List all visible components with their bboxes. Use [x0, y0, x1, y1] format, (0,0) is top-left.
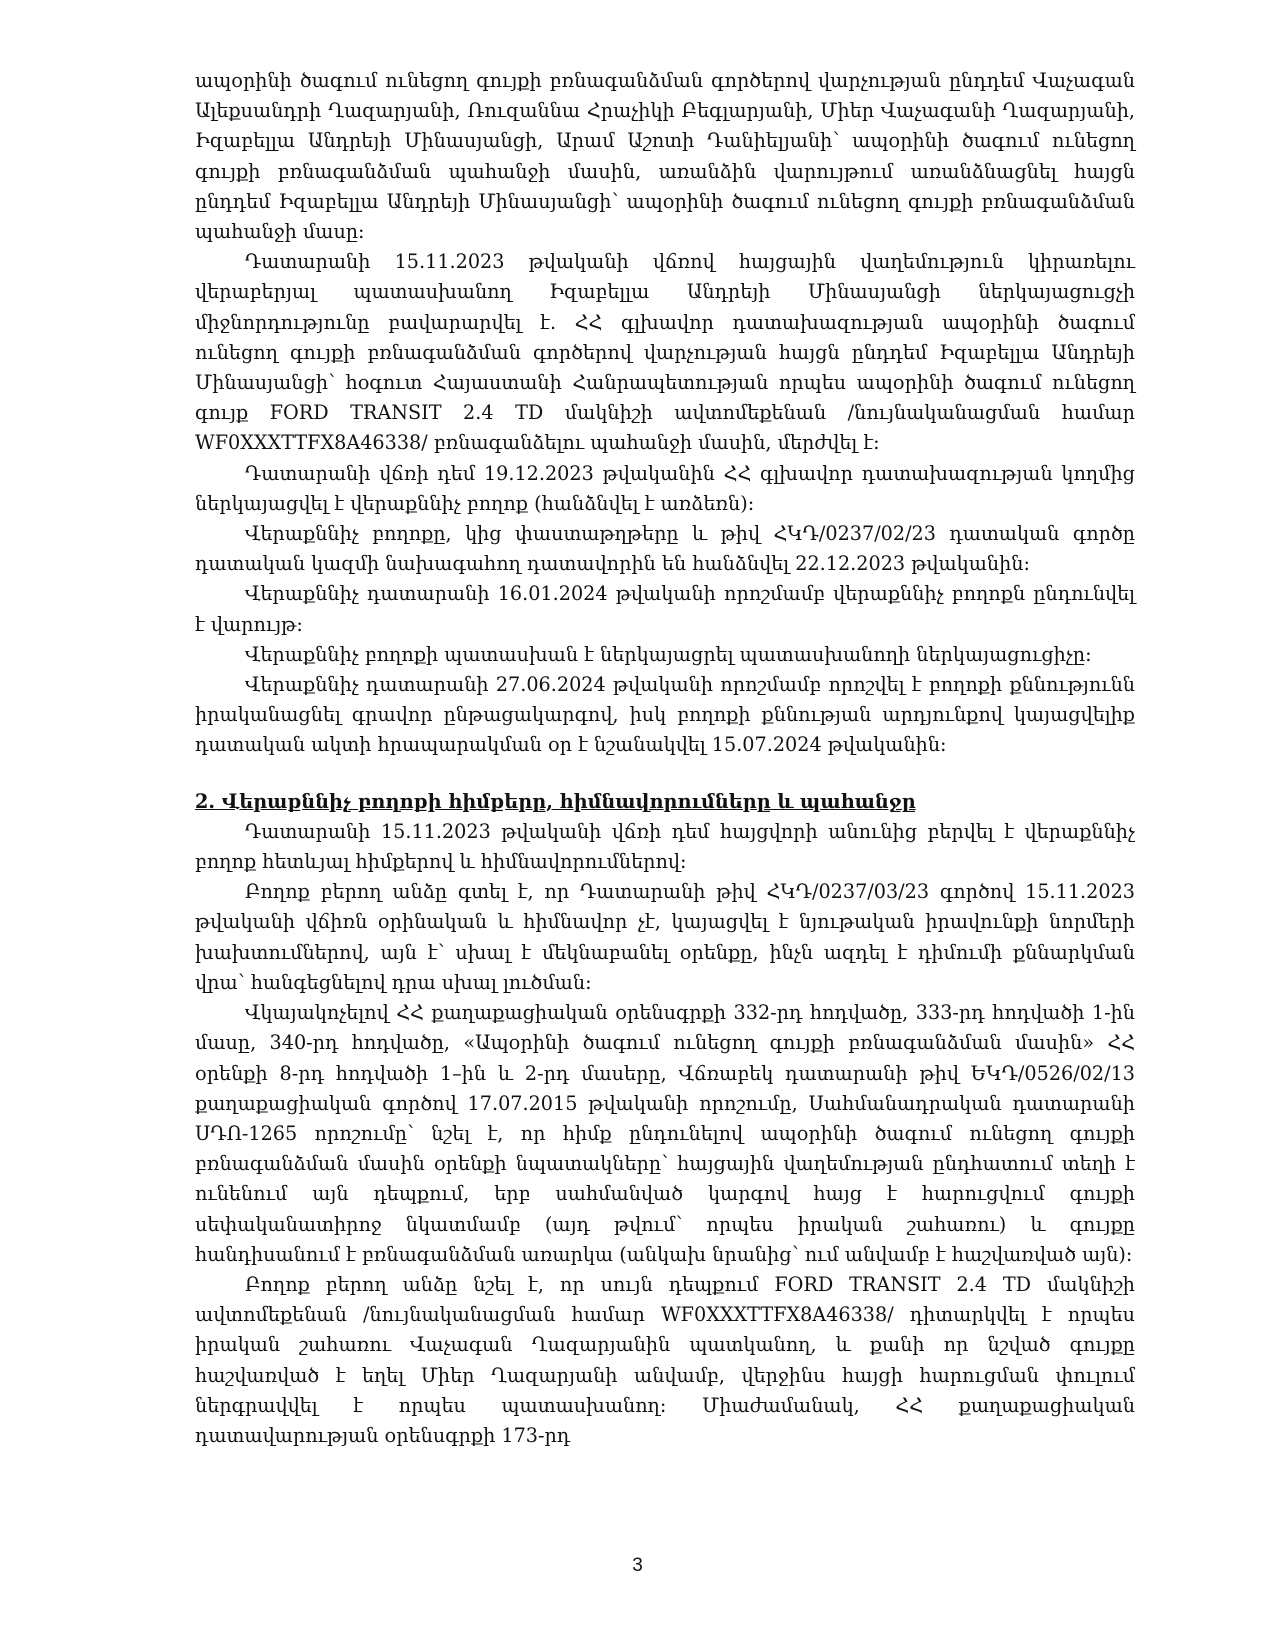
- paragraph: Բողոք բերող անձը նշել է, որ սույն դեպքում FORD TRANSIT 2.4 TD մակնիշի ավտոմեքենան /նույնականացման համար WF0XXXTTFX8A46338/ դիտարկվել է որպես իրական շահառու Վաչագան Ղազարյանին պատկանող, և քանի որ նշված գույքը հաշվառված է եղել Միեր Ղազարյանի անվամբ, վերջինս հայցի հարուցման փուլում ներգրավվել է որպես պատասխանող: Միաժամանակ, ՀՀ քաղաքացիական դատավարության օրենսգրքի 173-րդ: [195, 1272, 1135, 1447]
- paragraph: Վերաքննիչ դատարանի 16.01.2024 թվականի որոշմամբ վերաքննիչ բողոքն ընդունվել է վարույթ:: [195, 582, 1135, 636]
- paragraph: Վերաքննիչ դատարանի 27.06.2024 թվականի որոշմամբ որոշվել է բողոքի քննությունն իրականացնել գրավոր ընթացակարգով, իսկ բողոքի քննության արդյունքով կայացվելիք դատական ակտի հրապարակման օր է նշանակվել 15.07.2024 թվականին:: [195, 673, 1135, 757]
- paragraphs-after-heading: [195, 817, 1135, 1451]
- paragraph: Վերաքննիչ բողոքը, կից փաստաթղթերը և թիվ ՀԿԴ/0237/02/23 դատական գործը դատական կազմի նախագահող դատավորին են հանձնվել 22.12.2023 թվականին:: [195, 522, 1135, 576]
- document-page: [195, 66, 1135, 1451]
- paragraph: ապօրինի ծագում ունեցող գույքի բռնագանձման գործերով վարչության ընդդեմ Վաչագան Ալեքսանդրի Ղազարյանի, Ռուզաննա Հրաչիկի Բեգլարյանի, Միեր Վաչագանի Ղազարյանի, Իզաբելլա Անդրեյի Մինասյանցի, Արամ Աշոտի Դանիելյանի՝ ապօրինի ծագում ունեցող գույքի բռնագանձման պահանջի մասին, առանձին վարույթում առանձնացնել հայցն ընդդեմ Իզաբելլա Անդրեյի Մինասյանցի՝ ապօրինի ծագում ունեցող գույքի բռնագանձման պահանջի մասը:: [195, 69, 1135, 244]
- paragraph: Դատարանի 15.11.2023 թվականի վճռով հայցային վաղեմություն կիրառելու վերաբերյալ պատասխանող Իզաբելլա Անդրեյի Մինասյանցի ներկայացուցչի միջնորդությունը բավարարվել է. ՀՀ գլխավոր դատախազության ապօրինի ծագում ունեցող գույքի բռնագանձման գործերով վարչության հայցն ընդդեմ Իզաբելլա Անդրեյի Մինասյանցի՝ հօգուտ Հայաստանի Հանրապետության որպես ապօրինի ծագում ունեցող գույք FORD TRANSIT 2.4 TD մակնիշի ավտոմեքենան /նույնականացման համար WF0XXXTTFX8A46338/ բռնագանձելու պահանջի մասին, մերժվել է:: [195, 250, 1135, 455]
- paragraphs-before-heading: [195, 66, 1135, 761]
- section-heading: 2. Վերաքննիչ բողոքի հիմքերը, հիմնավորումները և պահանջը: [195, 789, 916, 813]
- paragraph: Դատարանի 15.11.2023 թվականի վճռի դեմ հայցվորի անունից բերվել է վերաքննիչ բողոք հետևյալ հիմքերով և հիմնավորումներով:: [195, 819, 1135, 874]
- page-number: 3: [632, 1555, 643, 1576]
- paragraph: Վերաքննիչ բողոքի պատասխան է ներկայացրել պատասխանողի ներկայացուցիչը:: [245, 642, 1092, 666]
- paragraph: Դատարանի վճռի դեմ 19.12.2023 թվականին ՀՀ գլխավոր դատախազության կողմից ներկայացվել է վերաքննիչ բողոք (հանձնվել է առձեռն):: [195, 461, 1135, 515]
- paragraph: Բողոք բերող անձը գտել է, որ Դատարանի թիվ ՀԿԴ/0237/03/23 գործով 15.11.2023 թվականի վճիռն օրինական և հիմնավոր չէ, կայացվել է նյութական իրավունքի նորմերի խախտումներով, այն է՝ սխալ է մեկնաբանել օրենքը, ինչն ազդել է դիմումի քննարկման վրա՝ հանգեցնելով դրա սխալ լուծման:: [195, 880, 1135, 994]
- paragraph: Վկայակոչելով ՀՀ քաղաքացիական օրենսգրքի 332-րդ հոդվածը, 333-րդ հոդվածի 1-ին մասը, 340-րդ հոդվածը, «Ապօրինի ծագում ունեցող գույքի բռնագանձման մասին» ՀՀ օրենքի 8-րդ հոդվածի 1–ին և 2-րդ մասերը, Վճռաբեկ դատարանի թիվ ԵԿԴ/0526/02/13 քաղաքացիական գործով 17.07.2015 թվականի որոշումը, Սահմանադրական դատարանի ՍԴՈ-1265 որոշումը՝ նշել է, որ հիմք ընդունելով ապօրինի ծագում ունեցող գույքի բռնագանձման մասին օրենքի նպատակները՝ հայցային վաղեմության ընդհատում տեղի է ունենում այն դեպքում, երբ սահմանված կարգով հայց է հարուցվում գույքի սեփականատիրոջ նկատմամբ (այդ թվում՝ որպես իրական շահառու) և գույքը հանդիսանում է բռնագանձման առարկա (անկախ նրանից՝ ում անվամբ է հաշվառված այն):: [195, 1001, 1135, 1266]
